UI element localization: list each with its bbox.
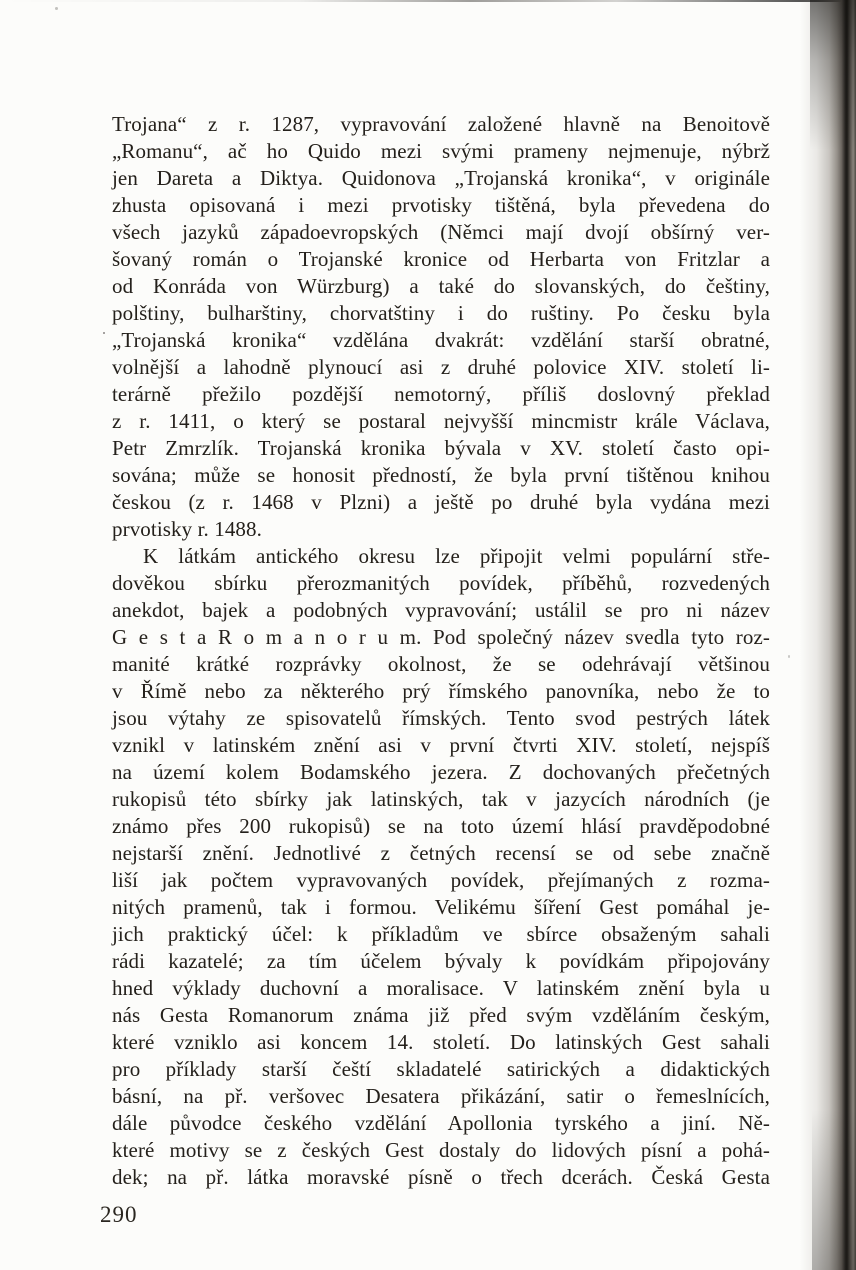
text-line: K látkám antického okresu lze připojit velmi populární stře- bbox=[143, 544, 770, 568]
text-line: volnější a lahodně plynoucí asi z druhé polovice XIV. století li- bbox=[112, 355, 770, 379]
text-line: Petr Zmrzlík. Trojanská kronika bývala v XV. století často opi- bbox=[112, 436, 770, 460]
text-line: manité krátké rozprávky okolnost, že se odehrávají většinou bbox=[112, 652, 770, 676]
text-line: zhusta opisovaná i mezi prvotisky tištěná, byla převedena do bbox=[112, 193, 770, 217]
text-line: sována; může se honosit předností, že byla první tištěnou knihou bbox=[112, 463, 770, 487]
paragraph-gesta-romanorum bbox=[112, 543, 770, 1191]
text-line: pro příklady starší čeští skladatelé satirických a didaktických bbox=[112, 1057, 770, 1081]
text-line: z r. 1411, o který se postaral nejvyšší mincmistr krále Václava, bbox=[112, 409, 770, 433]
text-line: všech jazyků západoevropských (Němci mají dvojí obšírný ver- bbox=[112, 220, 770, 244]
text-line: „Trojanská kronika“ vzdělána dvakrát: vzdělání starší obratné, bbox=[112, 328, 770, 352]
text-line: dek; na př. látka moravské písně o třech dcerách. Česká Gesta bbox=[112, 1165, 770, 1189]
text-line: rádi kazatelé; za tím účelem bývaly k povídkám připojovány bbox=[112, 949, 770, 973]
scan-speck bbox=[55, 7, 58, 10]
text-line: dověkou sbírku přerozmanitých povídek, příběhů, rozvedených bbox=[112, 571, 770, 595]
text-line: „Romanu“, ač ho Quido mezi svými prameny nejmenuje, nýbrž bbox=[112, 139, 770, 163]
text-line: které vzniklo asi koncem 14. století. Do latinských Gest sahali bbox=[112, 1030, 770, 1054]
text-line: Trojana“ z r. 1287, vypravování založené hlavně na Benoitově bbox=[112, 112, 770, 136]
text-line: polštiny, bulharštiny, chorvatštiny i do ruštiny. Po česku byla bbox=[112, 301, 770, 325]
text-line: v Římě nebo za některého prý římského panovníka, nebo že to bbox=[112, 679, 770, 703]
scan-speck bbox=[788, 655, 790, 658]
text-line: nás Gesta Romanorum známa již před svým vzděláním českým, bbox=[112, 1003, 770, 1027]
right-edge-top-corner-shadow bbox=[810, 0, 856, 150]
page-number: 290 bbox=[100, 1202, 138, 1227]
text-line: jich praktický účel: k příkladům ve sbírce obsaženým sahali bbox=[112, 922, 770, 946]
scan-speck bbox=[103, 332, 105, 334]
text-line: vznikl v latinském znění asi v první čtvrti XIV. století, nejspíš bbox=[112, 733, 770, 757]
text-line: na území kolem Bodamského jezera. Z dochovaných přečetných bbox=[112, 760, 770, 784]
right-edge-bottom-corner-shadow bbox=[812, 1110, 856, 1270]
text-line: jsou výtahy ze spisovatelů římských. Tento svod pestrých látek bbox=[112, 706, 770, 730]
text-line: od Konráda von Würzburg) a také do slovanských, do češtiny, bbox=[112, 274, 770, 298]
text-line: známo přes 200 rukopisů) se na toto území hlásí pravděpodobné bbox=[112, 814, 770, 838]
text-line: prvotisky r. 1488. bbox=[112, 517, 262, 541]
text-line: hned výklady duchovní a moralisace. V latinském znění byla u bbox=[112, 976, 770, 1000]
text-line: šovaný román o Trojanské kronice od Herbarta von Fritzlar a bbox=[112, 247, 770, 271]
text-line: rukopisů této sbírky jak latinských, tak v jazycích národních (je bbox=[112, 787, 770, 811]
text-line: českou (z r. 1468 v Plzni) a ještě po druhé byla vydána mezi bbox=[112, 490, 770, 514]
text-line: které motivy se z českých Gest dostaly do lidových písní a pohá- bbox=[112, 1138, 770, 1162]
text-line: terárně přežilo pozdější nemotorný, příliš doslovný překlad bbox=[112, 382, 770, 406]
text-line: anekdot, bajek a podobných vypravování; ustálil se pro ni název bbox=[112, 598, 770, 622]
text-line: G e s t a R o m a n o r u m. Pod společný název svedla tyto roz- bbox=[112, 625, 770, 649]
text-line: nitých pramenů, tak i formou. Velikému šíření Gest pomáhal je- bbox=[112, 895, 770, 919]
text-line: nejstarší znění. Jednotlivé z četných recensí se od sebe značně bbox=[112, 841, 770, 865]
text-line: básní, na př. veršovec Desatera přikázání, satir o řemeslnících, bbox=[112, 1084, 770, 1108]
text-line: dále původce českého vzdělání Apollonia tyrského a jiní. Ně- bbox=[112, 1111, 770, 1135]
scan-top-edge-line bbox=[0, 0, 856, 2]
text-block bbox=[112, 111, 770, 1191]
paragraph-trojanska-kronika bbox=[112, 111, 770, 543]
book-right-edge-shadow bbox=[800, 0, 856, 1270]
text-line: jen Dareta a Diktya. Quidonova „Trojanská kronika“, v originále bbox=[112, 166, 770, 190]
text-line: liší jak počtem vypravovaných povídek, přejímaných z rozma- bbox=[112, 868, 770, 892]
